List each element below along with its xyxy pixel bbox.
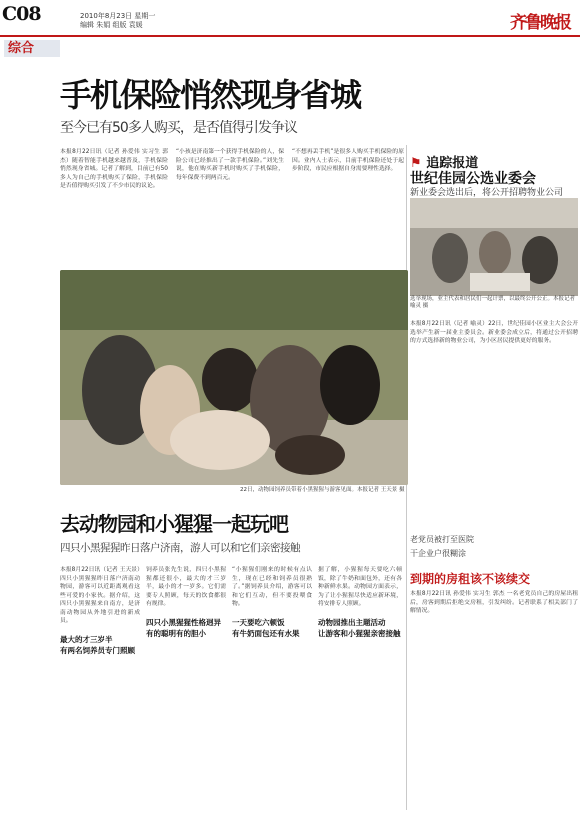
right-subhead: 新业委会选出后，将公开招聘物业公司 <box>410 188 564 198</box>
col6-subhead: 一天要吃六顿饭 <box>232 617 285 627</box>
editor-line: 编辑 朱娟 组版 袁媛 <box>80 21 143 29</box>
col5-text: 饲养员张先生说，四只小黑猩猩都还很小，最大的才三岁半，最小的才一岁多。它们需要专人照顾，每天的饮食都很有规律。 <box>146 567 226 607</box>
article-col-1: 本报8月22日讯（记者 孙爱伟 实习生 郭杰）随着智能手机越来越普及，手机保险悄然现身省城。记者了解到，目前已有50多人为自己的手机购买了保险，手机保险是否值得购买引发了不少市民的议论。 <box>60 149 168 189</box>
date-line: 2010年8月23日 星期一 <box>80 12 156 20</box>
right-headline-2: 到期的房租该不该续交 <box>410 572 531 586</box>
chimpanzee-photo <box>60 270 408 485</box>
section-label: 综合 <box>4 40 60 57</box>
main-subhead: 至今已有50多人购买，是否值得引发争议 <box>60 120 297 136</box>
col5-subhead: 四只小黑猩猩性格迥异 <box>146 617 221 627</box>
col4-subhead: 最大的才三岁半 <box>60 634 113 644</box>
photo-caption: 22日，动物园饲养员带着小黑猩猩与游客见面。本报记者 王天景 摄 <box>240 487 405 493</box>
right-headline: 世纪佳园公选业委会 <box>410 171 536 187</box>
main-headline: 手机保险悄然现身省城 <box>60 76 361 114</box>
col7-subhead-2: 让游客和小猩猩亲密接触 <box>318 628 401 638</box>
right-article-2: 本报8月22日讯 孙爱伟 实习生 郭杰 一名老党员自己的房屋出租后，房客到期后拒绝交房租，引发纠纷。记者联系了相关部门了解情况。 <box>410 591 578 614</box>
col4-text: 本报8月22日讯（记者 王天景）四只小黑猩猩昨日落户济南动物园，游客可以近距离观看这些可爱的小家伙。据介绍，这四只小黑猩猩来自南方，是济南动物园从外地引进的新成员。 <box>60 567 140 624</box>
article-col-7 <box>318 566 402 639</box>
right-kicker: 老党员被打至医院 <box>410 535 474 544</box>
article-col-4 <box>60 566 140 656</box>
right-article: 本报8月22日讯（记者 喻灵）22日，世纪佳园小区业主大会公开选举产生新一届业主委员会。新业委会成立后，将通过公开招聘的方式选择新的物业公司，为小区居民提供更好的服务。 <box>410 321 578 344</box>
voting-photo <box>410 198 578 296</box>
right-photo-caption: 选举现场，业主代表和居民们一起计票，以最终公开公正。本报记者 喻灵 摄 <box>410 296 576 309</box>
right-kicker-2: 干企业户很糊涂 <box>410 549 466 558</box>
flag-icon: ⚑ <box>410 156 422 171</box>
page-header <box>0 0 580 62</box>
col5-subhead-2: 有的聪明有的胆小 <box>146 628 206 638</box>
date-editor <box>80 12 200 30</box>
article-col-6 <box>232 566 312 639</box>
article-col-2: “小孩是济南第一个获得手机保险的人，保险公司已经推出了一款手机保险。”刘先生说，他在购买新手机时购买了手机保险，每年保费不到两百元。 <box>176 149 284 181</box>
second-subhead: 四只小黑猩猩昨日落户济南，游人可以和它们亲密接触 <box>60 542 300 554</box>
newspaper-logo: 齐鲁晚报 <box>510 13 570 33</box>
tracking-label: 追踪报道 <box>426 156 479 171</box>
article-col-3: “不想再丢手机”是很多人购买手机保险的原因。业内人士表示，目前手机保险还处于起步阶段，市民应根据自身需要理性选择。 <box>292 149 404 172</box>
page-number: C08 <box>2 3 41 25</box>
col7-text: 据了解，小猩猩每天要吃六顿饭，除了牛奶和面包外，还有各种新鲜水果。动物园方面表示，为了让小猩猩尽快适应新环境，将安排专人照顾。 <box>318 567 402 607</box>
second-headline: 去动物园和小猩猩一起玩吧 <box>60 512 288 536</box>
col6-subhead-2: 有牛奶面包还有水果 <box>232 628 300 638</box>
header-rule <box>0 35 580 37</box>
article-col-5 <box>146 566 226 639</box>
col6-text: “小猩猩们刚来的时候有点认生，现在已经和饲养员很熟了。”据饲养员介绍，游客可以和它们互动，但不要投喂食物。 <box>232 567 312 607</box>
col4-subhead-2: 有两名饲养员专门照顾 <box>60 645 135 655</box>
col7-subhead: 动物园推出主题活动 <box>318 617 386 627</box>
